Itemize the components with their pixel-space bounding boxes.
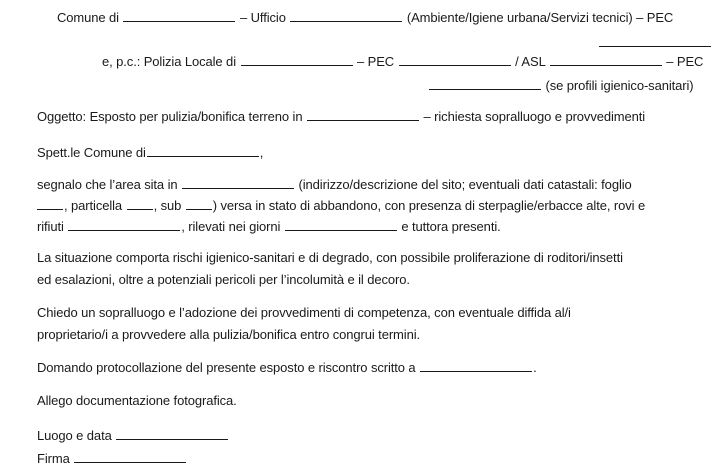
p4-prefix: Domando protocollazione del presente esposto e riscontro scritto a [37,360,416,375]
recipient-line-comune [57,9,673,26]
paragraph1-line2 [37,197,645,214]
cc-line [102,53,703,70]
p5-text: Allego documentazione fotografica. [37,393,237,408]
signature-blank[interactable] [74,450,186,463]
paragraph3-line1 [37,305,571,321]
paragraph1-line3 [37,218,501,235]
p2-l2: ed esalazioni, oltre a potenziali pericoli per l’incolumità e il decoro. [37,272,410,287]
asl-pec-blank[interactable] [429,77,541,90]
paragraph1-line1 [37,176,632,193]
p1-l1-prefix: segnalo che l’area sita in [37,177,178,192]
place-date-blank[interactable] [116,427,228,440]
terrain-location-blank[interactable] [307,108,419,121]
observation-dates-blank[interactable] [285,218,397,231]
salutation-line [37,144,263,161]
asl-label: / ASL [515,54,546,69]
polizia-pec-blank[interactable] [399,53,511,66]
sub-blank[interactable] [186,197,212,210]
salutation-comune-blank[interactable] [147,144,259,157]
paragraph2-line1 [37,250,623,266]
p3-l1: Chiedo un sopralluogo e l’adozione dei provvedimenti di competenza, con eventuale diffida al/i [37,305,571,320]
place-date-line [37,427,229,444]
salutation-prefix: Spett.le Comune di [37,145,146,160]
paragraph5-line [37,393,237,409]
ufficio-types-label: (Ambiente/Igiene urbana/Servizi tecnici) – PEC [406,10,674,25]
p1-l3-prefix: rifiuti [37,219,64,234]
subject-prefix: Oggetto: Esposto per pulizia/bonifica terreno in [37,109,303,124]
asl-name-blank[interactable] [550,53,662,66]
p4-suffix: . [533,360,537,375]
subject-suffix: – richiesta sopralluogo e provvedimenti [423,109,646,124]
site-address-blank[interactable] [182,176,294,189]
p1-l2-rest: ) versa in stato di abbandono, con presenza di sterpaglie/erbacce alte, rovi e [212,198,646,213]
polizia-locale-blank[interactable] [241,53,353,66]
paragraph2-line2 [37,272,410,288]
subject-line [37,108,645,125]
ufficio-label: – Ufficio [240,10,286,25]
asl-note-label: (se profili igienico-sanitari) [545,78,694,93]
recipient-comune-label: Comune di [57,10,119,25]
salutation-comma: , [259,145,264,160]
p1-l2-sub: , sub [153,198,182,213]
signature-label: Firma [37,451,70,466]
cc-polizia-label: e, p.c.: Polizia Locale di [102,54,236,69]
p1-l3-suffix: e tuttora presenti. [401,219,501,234]
comune-name-blank[interactable] [123,9,235,22]
reply-recipient-blank[interactable] [420,359,532,372]
asl-pec-line [428,77,694,94]
particella-blank[interactable] [127,197,153,210]
comune-pec-blank[interactable] [599,34,711,47]
polizia-pec-label: – PEC [357,54,395,69]
comune-pec-line [598,34,712,51]
p2-l1: La situazione comporta rischi igienico-sanitari e di degrado, con possibile proliferazione di roditori/insetti [37,250,623,265]
signature-line [37,450,187,467]
foglio-blank[interactable] [37,197,63,210]
p3-l2: proprietario/i a provvedere alla pulizia/bonifica entro congrui termini. [37,327,421,342]
ufficio-name-blank[interactable] [290,9,402,22]
paragraph3-line2 [37,327,420,343]
paragraph4-line [37,359,537,376]
asl-pec-label: – PEC [666,54,704,69]
p1-l3-mid: , rilevati nei giorni [181,219,281,234]
waste-type-blank[interactable] [68,218,180,231]
place-date-label: Luogo e data [37,428,112,443]
p1-l1-suffix: (indirizzo/descrizione del sito; eventuali dati catastali: foglio [298,177,632,192]
p1-l2-particella: , particella [64,198,123,213]
